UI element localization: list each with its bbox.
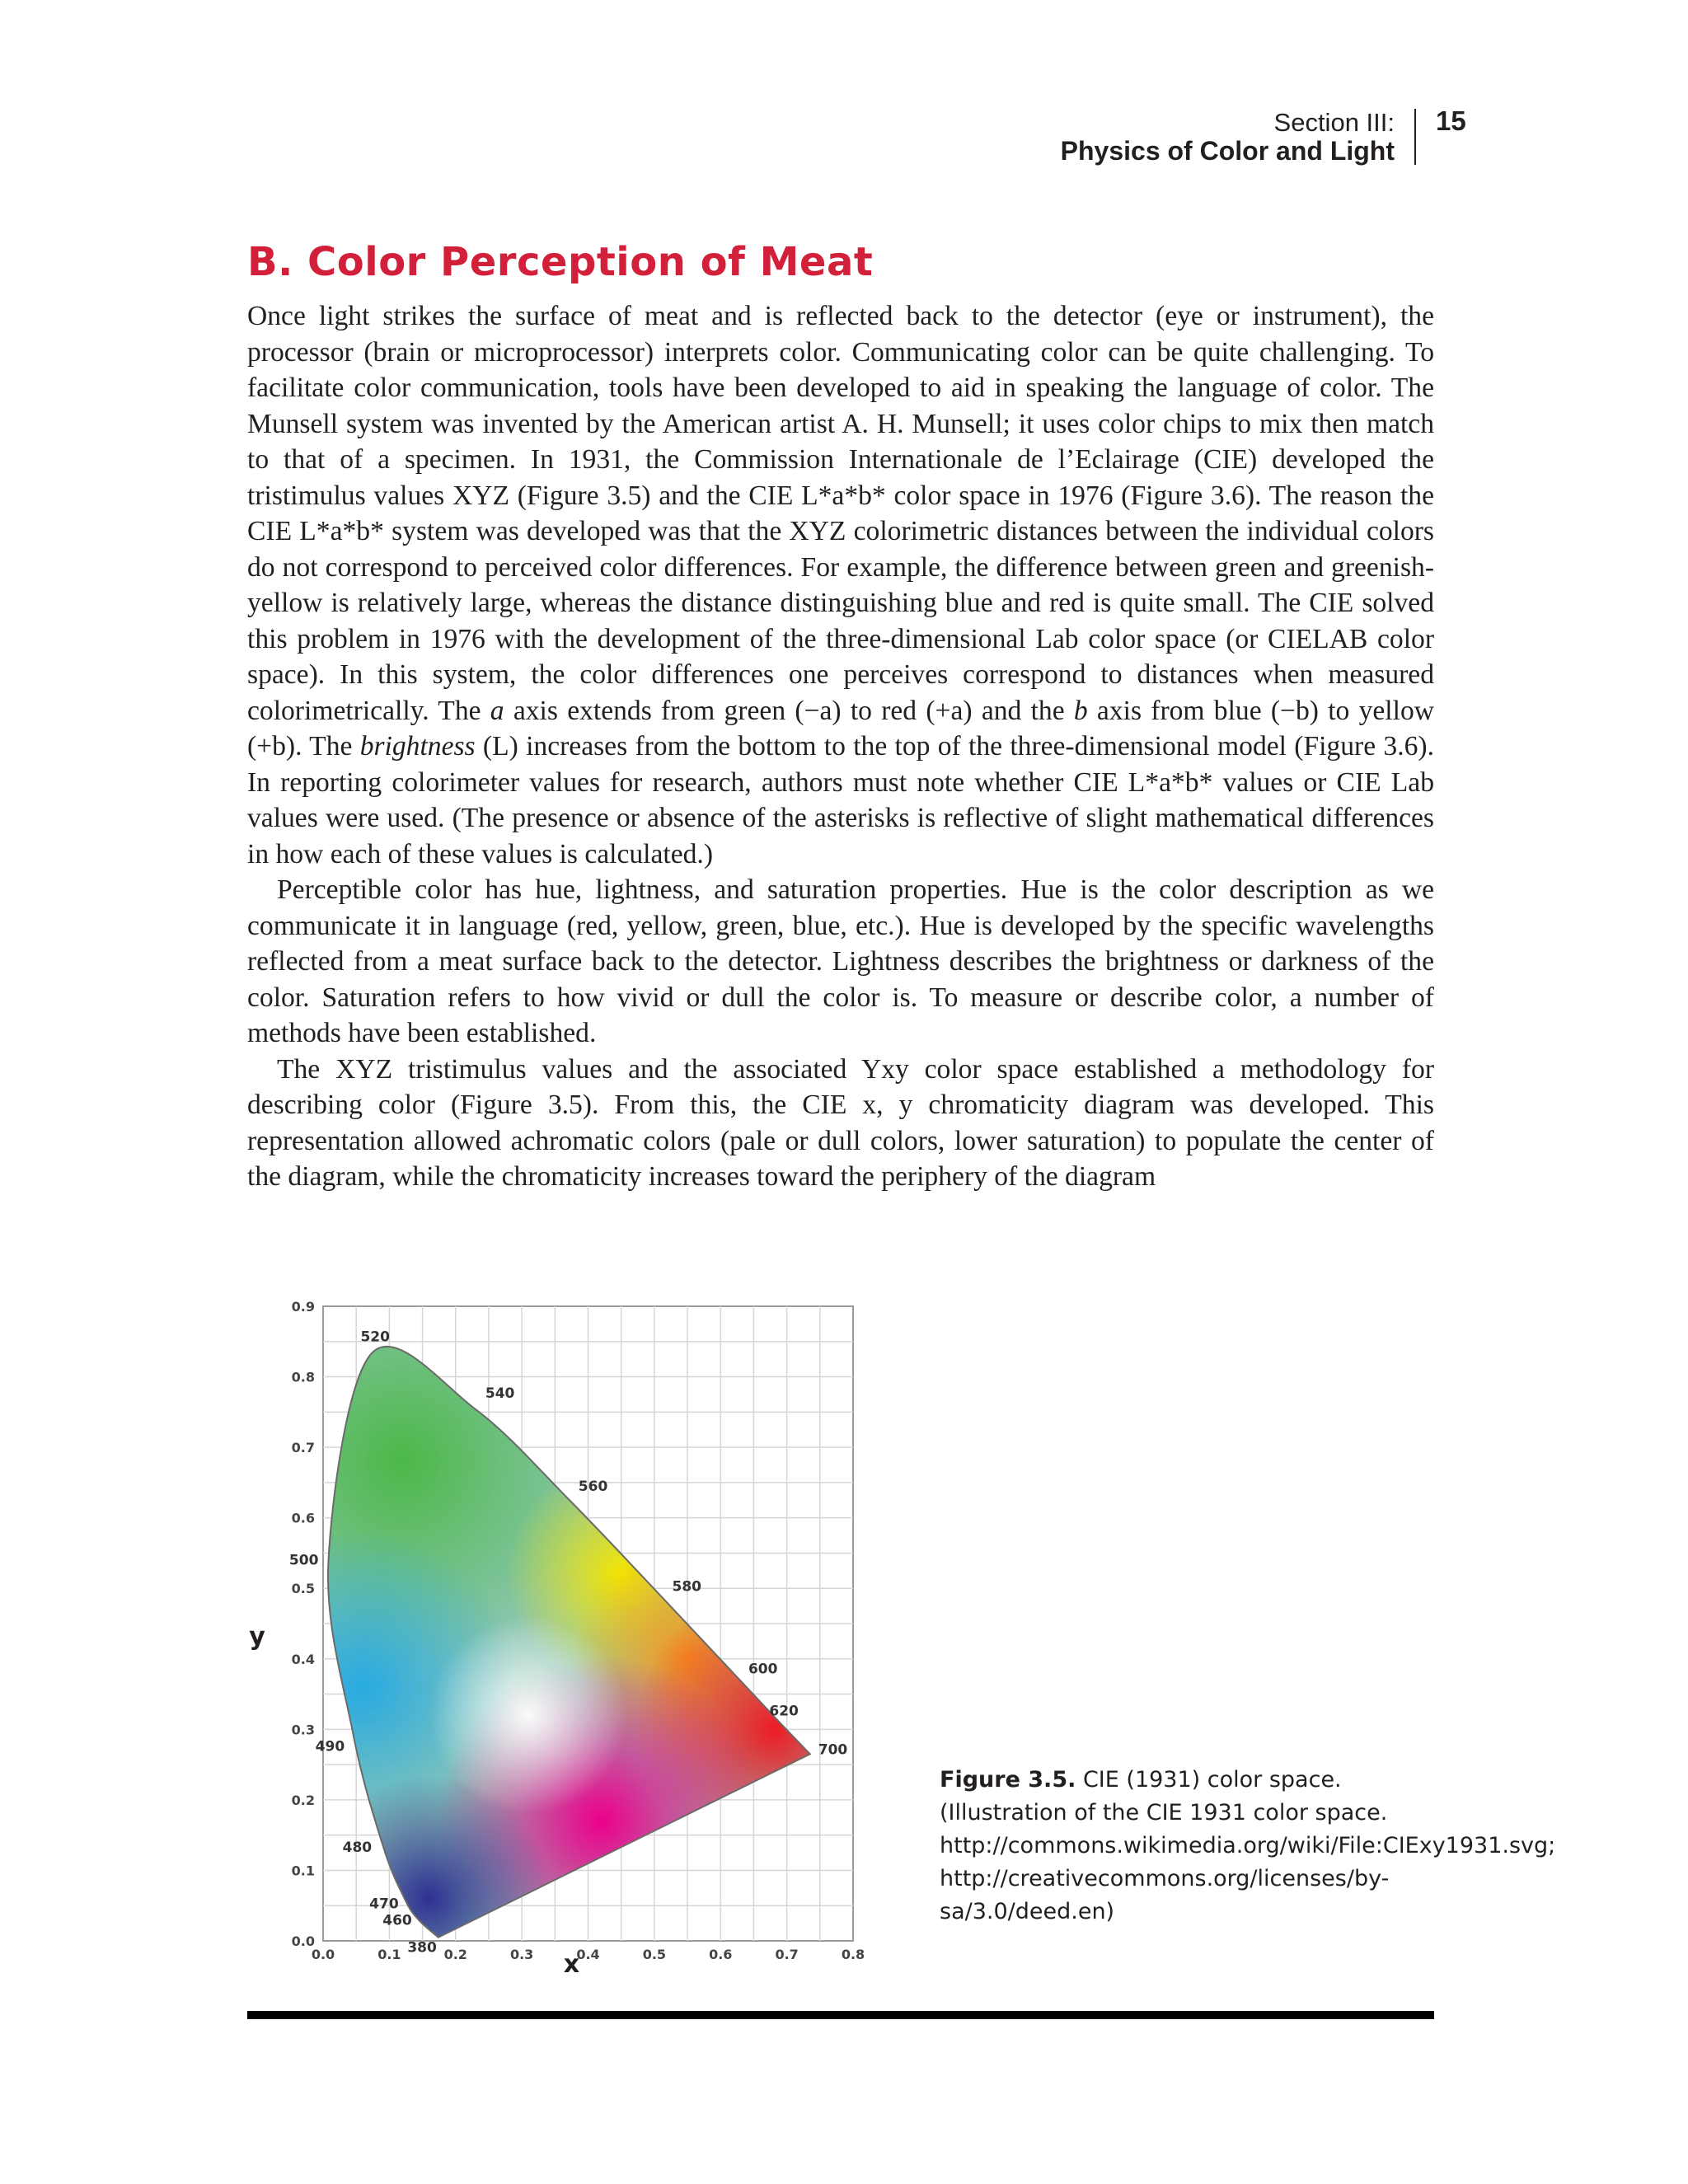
y-tick-label: 0.7 bbox=[291, 1440, 315, 1456]
wavelength-label: 560 bbox=[578, 1479, 608, 1496]
body-text bbox=[247, 298, 1434, 1195]
text-run: The XYZ tristimulus values and the associated Yxy color space established a methodology for describing color (Figure 3.5). From this, the CIE x, y chromaticity diagram was developed. This representation allowed achromatic colors (pale or dull colors, lower saturation) to populate the center of the diagram, while the chromaticity increases toward the periphery of the diagram bbox=[247, 1053, 1434, 1192]
running-header bbox=[1061, 109, 1416, 165]
wavelength-label: 540 bbox=[485, 1385, 515, 1402]
text-run: Once light strikes the surface of meat and is reflected back to the detector (eye or instrument), the processor (brain or microprocessor) interprets color. Communicating color can be quite challenging. To facilitate color communication, tools have been developed to aid in speaking the language of color. The Munsell system was invented by the American artist A. H. Munsell; it uses color chips to mix then match to that of a specimen. In 1931, the Commission Internationale de l’Eclairage (CIE) developed the tristimulus values XYZ (Figure 3.5) and the CIE L*a*b* color space in 1976 (Figure 3.6). The reason the CIE L*a*b* system was developed was that the XYZ colorimetric distances between the individual colors do not correspond to perceived color differences. For example, the difference between green and greenish-yellow is relatively large, whereas the distance distinguishing blue and red is quite small. The CIE solved this problem in 1976 with the development of the three-dimensional Lab color space (or CIELAB color space). In this system, the color differences one perceives correspond to distances when measured colorimetrically. The bbox=[247, 301, 1434, 726]
italic-term: brightness bbox=[359, 731, 476, 762]
x-tick-label: 0.5 bbox=[642, 1947, 667, 1962]
wavelength-label: 520 bbox=[360, 1329, 390, 1346]
wavelength-label: 600 bbox=[748, 1661, 778, 1678]
text-run: Perceptible color has hue, lightness, and saturation properties. Hue is the color description as we communicate it in language (red, yellow, green, blue, etc.). Hue is developed by the specific wavelengths reflected from a meat surface back to the detector. Lightness describes the brightness or darkness of the color. Saturation refers to how vivid or dull the color is. To measure or describe color, a number of methods have been established. bbox=[247, 874, 1434, 1048]
section-subtitle: Physics of Color and Light bbox=[1060, 136, 1395, 166]
cie-chromaticity-chart bbox=[239, 1282, 898, 1974]
wavelength-label: 500 bbox=[288, 1552, 319, 1569]
x-tick-label: 0.8 bbox=[841, 1947, 865, 1962]
italic-term: a bbox=[490, 695, 504, 726]
page-number: 15 bbox=[1436, 105, 1466, 136]
y-axis-label: y bbox=[249, 1622, 265, 1652]
y-tick-label: 0.1 bbox=[291, 1863, 315, 1879]
paragraph bbox=[247, 872, 1434, 1052]
wavelength-label: 580 bbox=[672, 1578, 702, 1596]
text-run: axis from blue (−b) to yellow (+b). The bbox=[247, 695, 1434, 762]
y-tick-label: 0.6 bbox=[291, 1510, 315, 1526]
section-label: Section III: bbox=[1273, 108, 1395, 137]
figure-caption-text: CIE (1931) color space. (Illustration of the CIE 1931 color space. http://commons.wikimedia.org/wiki/File:CIExy1931.svg; http://creativecommons.org/licenses/by-sa/3.0/deed.en) bbox=[940, 1767, 1556, 1924]
x-tick-label: 0.0 bbox=[311, 1947, 335, 1962]
wavelength-label: 620 bbox=[769, 1703, 799, 1720]
x-tick-label: 0.6 bbox=[709, 1947, 733, 1962]
wavelength-label: 380 bbox=[407, 1939, 437, 1957]
x-tick-label: 0.7 bbox=[775, 1947, 799, 1962]
text-run: axis extends from green (−a) to red (+a) and the bbox=[504, 695, 1074, 726]
paragraph bbox=[247, 1052, 1434, 1195]
x-tick-label: 0.4 bbox=[576, 1947, 600, 1962]
chart-svg bbox=[239, 1282, 898, 1974]
y-tick-label: 0.0 bbox=[291, 1933, 315, 1949]
bottom-rule bbox=[247, 2011, 1434, 2019]
text-run: (L) increases from the bottom to the top of the three-dimensional model (Figure 3.6). In reporting colorimeter values for research, authors must note whether CIE L*a*b* values or CIE Lab values were used. (The presence or absence of the asterisks is reflective of slight mathematical differences in how each of these values is calculated.) bbox=[247, 731, 1434, 869]
y-tick-label: 0.2 bbox=[291, 1792, 315, 1808]
white-point-region bbox=[429, 1616, 627, 1814]
wavelength-label: 480 bbox=[342, 1840, 373, 1857]
paragraph bbox=[247, 298, 1434, 872]
x-tick-label: 0.2 bbox=[443, 1947, 467, 1962]
wavelength-label: 460 bbox=[382, 1912, 412, 1929]
figure-caption bbox=[940, 1764, 1556, 1929]
y-tick-label: 0.5 bbox=[291, 1581, 315, 1597]
wavelength-label: 490 bbox=[315, 1738, 345, 1755]
italic-term: b bbox=[1073, 695, 1088, 726]
section-title: B. Color Perception of Meat bbox=[247, 239, 874, 285]
wavelength-label: 470 bbox=[369, 1896, 399, 1913]
y-tick-label: 0.3 bbox=[291, 1722, 315, 1738]
y-tick-label: 0.8 bbox=[291, 1369, 315, 1385]
y-tick-label: 0.4 bbox=[291, 1651, 315, 1667]
wavelength-label: 700 bbox=[818, 1741, 848, 1759]
y-tick-label: 0.9 bbox=[291, 1299, 315, 1315]
figure-label: Figure 3.5. bbox=[940, 1767, 1076, 1793]
x-tick-label: 0.1 bbox=[377, 1947, 401, 1962]
x-axis-label: x bbox=[563, 1950, 580, 1974]
x-tick-label: 0.3 bbox=[509, 1947, 534, 1962]
